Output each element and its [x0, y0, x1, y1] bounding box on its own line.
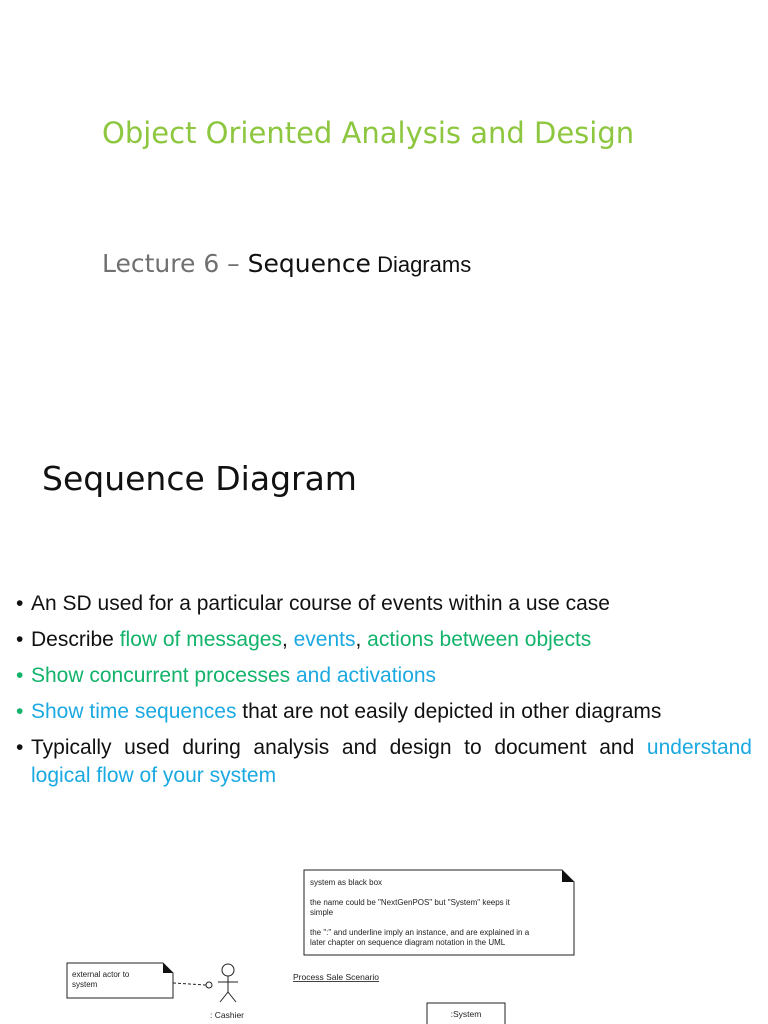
subtitle-main: Sequence: [247, 249, 371, 278]
slide-subtitle: [102, 248, 471, 281]
bullet-text-segment: Show time sequences: [31, 700, 237, 723]
note-line: [310, 888, 312, 897]
bullet-text-segment: Typically used during analysis and design to document and: [31, 736, 647, 759]
bullet-item: [16, 662, 752, 690]
note-system-black-box: [304, 870, 574, 955]
sequence-diagram-excerpt: [0, 860, 768, 1024]
bullet-text-segment: ,: [355, 628, 368, 651]
bullet-text-segment: ,: [281, 628, 294, 651]
section-heading: Sequence Diagram: [42, 459, 357, 498]
system-label: :System: [450, 1009, 482, 1019]
note-line: external actor to: [72, 970, 130, 979]
bullet-text-segment: An SD used for a particular course of events within a use case: [31, 592, 610, 615]
bullet-text-segment: that are not easily depicted in other diagrams: [236, 700, 662, 723]
subtitle-prefix: Lecture 6 –: [102, 249, 248, 278]
bullet-text-segment: understand logical flow of your system: [31, 736, 752, 787]
bullet-item: [16, 626, 752, 654]
bullet-marker: •: [16, 736, 24, 759]
note-line: system as black box: [310, 878, 383, 887]
scenario-label: Process Sale Scenario: [293, 972, 379, 982]
note-link-line: [173, 983, 206, 985]
bullet-item: [16, 698, 752, 726]
note-external-actor: [67, 963, 173, 998]
bullet-item: [16, 590, 752, 618]
cashier-label: : Cashier: [210, 1010, 245, 1020]
bullet-text-segment: and activations: [295, 664, 437, 687]
bullet-text-segment: flow of messages: [119, 628, 282, 651]
bullet-text-segment: Describe: [31, 628, 120, 651]
bullet-text-segment: events: [293, 628, 356, 651]
bullet-list: [16, 590, 752, 798]
bullet-marker: •: [16, 664, 24, 687]
cashier-actor-icon: [218, 964, 238, 1002]
subtitle-tail: Diagrams: [370, 252, 472, 277]
anchor-circle: [206, 982, 212, 988]
note-line: [310, 918, 312, 927]
bullet-marker: •: [16, 592, 24, 615]
note-line: later chapter on sequence diagram notation in the UML: [310, 938, 506, 947]
note-line: system: [72, 980, 98, 989]
bullet-marker: •: [16, 628, 24, 651]
note-line: the name could be "NextGenPOS" but "System" keeps it: [310, 898, 510, 907]
bullet-item: [16, 734, 752, 790]
note-line: simple: [310, 908, 334, 917]
note-line: the ":" and underline imply an instance, and are explained in a: [310, 928, 530, 937]
bullet-marker: •: [16, 700, 24, 723]
slide-title: Object Oriented Analysis and Design: [102, 116, 635, 150]
bullet-text-segment: actions between objects: [367, 628, 592, 651]
bullet-text-segment: Show concurrent processes: [31, 664, 296, 687]
